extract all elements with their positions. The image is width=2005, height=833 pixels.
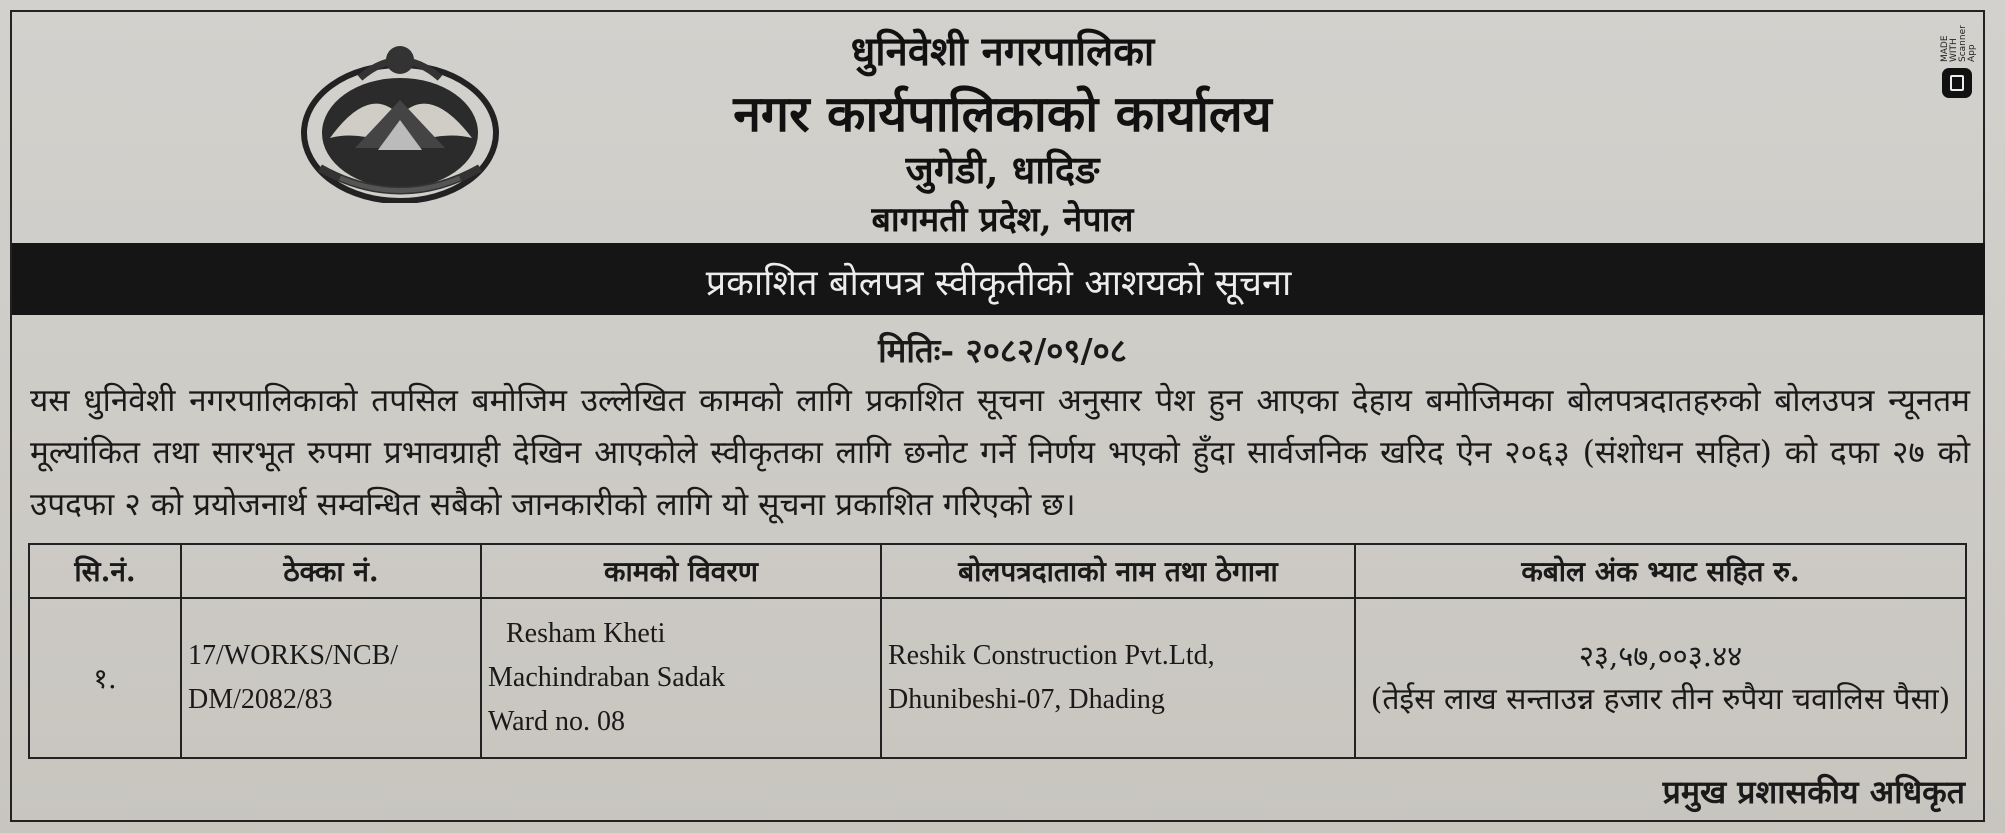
- col-header-work-desc: कामको विवरण: [481, 544, 881, 598]
- col-header-amount: कबोल अंक भ्याट सहित रु.: [1355, 544, 1966, 598]
- office-address: जुगेडी, धादिङ: [905, 147, 1100, 192]
- notice-title: प्रकाशित बोलपत्र स्वीकृतीको आशयको सूचना: [705, 263, 1292, 304]
- cell-sn: १.: [29, 598, 181, 758]
- col-header-contract-no: ठेक्का नं.: [181, 544, 481, 598]
- work-desc-line: Machindraban Sadak: [488, 662, 726, 693]
- col-header-sn: सि.नं.: [29, 544, 181, 598]
- office-name: नगर कार्यपालिकाको कार्यालय: [733, 84, 1272, 143]
- contract-table: [28, 543, 1967, 759]
- cell-work-desc: [481, 598, 881, 758]
- table-row: [29, 598, 1966, 758]
- cell-amount: [1355, 598, 1966, 758]
- notice-body: यस धुनिवेशी नगरपालिकाको तपसिल बमोजिम उल्लेखित कामको लागि प्रकाशित सूचना अनुसार पेश हुन आएका देहाय बमोजिमका बोलपत्रदातहरुको बोलउपत्र न्यूनतम मूल्यांकित तथा सारभूत रुपमा प्रभावग्राही देखिन आएकोले स्वीकृतका लागि छनोट गर्ने निर्णय भएको हुँदा सार्वजनिक खरिद ऐन २०६३ (संशोधन सहित) को दफा २७ को उपदफा २ को प्रयोजनार्थ सम्वन्धित सबैको जानकारीको लागि यो सूचना प्रकाशित गरिएको छ।: [30, 383, 1970, 523]
- municipality-name: धुनिवेशी नगरपालिका: [850, 28, 1155, 75]
- col-header-bidder: बोलपत्रदाताको नाम तथा ठेगाना: [881, 544, 1355, 598]
- work-desc-line: Resham Kheti: [506, 618, 666, 649]
- bid-amount: २३,५७,००३.४४: [1578, 639, 1743, 673]
- cell-bidder: Reshik Construction Pvt.Ltd, Dhunibeshi-07, Dhading: [881, 598, 1355, 758]
- notice-date: मितिः- २०८२/०९/०८: [878, 331, 1127, 370]
- table-header-row: [29, 544, 1966, 598]
- scanner-app-watermark: MADE WITH Scanner App: [1940, 25, 1977, 62]
- bid-amount-words: (तेईस लाख सन्ताउन्न हजार तीन रुपैया चवालिस पैसा): [1370, 682, 1951, 717]
- province-line: बागमती प्रदेश, नेपाल: [871, 200, 1134, 240]
- signatory-title: प्रमुख प्रशासकीय अधिकृत: [1662, 773, 1965, 811]
- cell-contract-no: 17/WORKS/NCB/ DM/2082/83: [181, 598, 481, 758]
- work-desc-line: Ward no. 08: [488, 706, 625, 737]
- notice-title-banner: [12, 243, 1985, 315]
- scanner-app-icon: [1942, 68, 1972, 98]
